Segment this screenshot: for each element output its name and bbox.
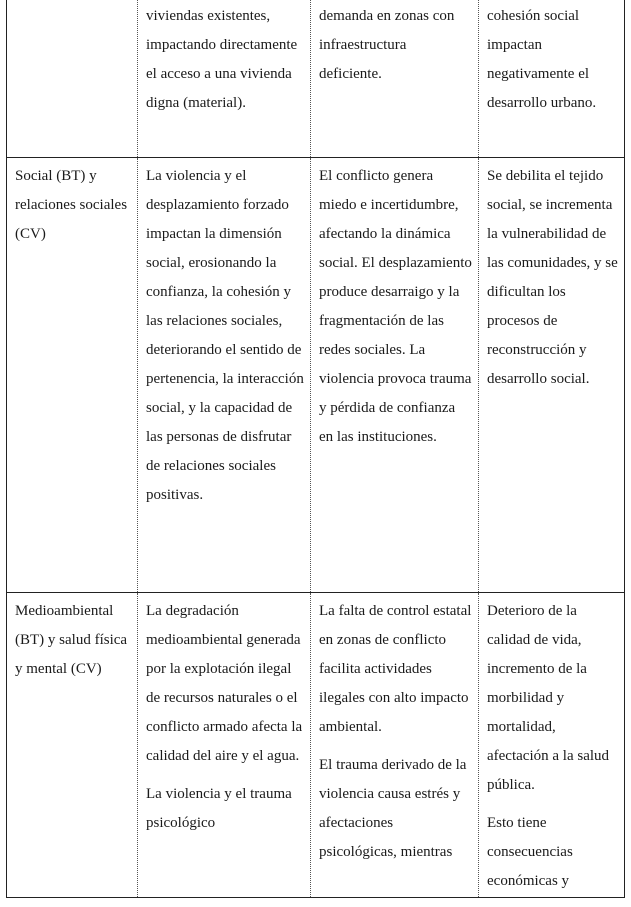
cell-paragraph: demanda en zonas con infraestructura deficiente. (319, 8, 455, 82)
cell-paragraph: La degradación medioambiental generada por la explotación ilegal de recursos naturales o el conflicto armado afecta la calidad del aire y el agua. (146, 603, 303, 764)
cell-paragraph: Se debilita el tejido social, se incrementa la vulnerabilidad de las comunidades, y se dificultan los procesos de reconstrucción y desarrollo social. (487, 168, 618, 387)
cell-paragraph: El trauma derivado de la violencia causa estrés y afectaciones psicológicas, mientras (319, 757, 467, 860)
cell-paragraph: viviendas existentes, impactando directamente el acceso a una vivienda digna (material). (146, 8, 298, 111)
dimension-cell (7, 593, 138, 898)
dimension-cell (7, 158, 138, 593)
dimension-label: Social (BT) y relaciones sociales (CV) (15, 168, 128, 242)
cell-paragraph: La violencia y el trauma psicológico (146, 786, 292, 831)
dimension-label: Medioambiental (BT) y salud física y mental (CV) (15, 603, 128, 677)
cell-paragraph: Deterioro de la calidad de vida, incremento de la morbilidad y mortalidad, afectación a la salud pública. (487, 603, 610, 793)
table-row (7, 593, 625, 898)
cell-paragraph: cohesión social impactan negativamente el desarrollo urbano. (487, 8, 597, 111)
cell-paragraph: La violencia y el desplazamiento forzado impactan la dimensión social, erosionando la confianza, la cohesión y las relaciones sociales, deteriorando el sentido de pertenencia, la interacción social, y la capacidad de las personas de disfrutar de relaciones sociales positivas. (146, 168, 304, 503)
impact-table (6, 0, 625, 898)
cell-paragraph: Esto tiene consecuencias económicas y (487, 815, 573, 889)
table-cell (479, 158, 625, 593)
table-cell (479, 0, 625, 158)
table-row (7, 0, 625, 158)
table-cell (138, 158, 311, 593)
table-cell (138, 593, 311, 898)
dimension-cell (7, 0, 138, 158)
table-cell (479, 593, 625, 898)
table-row (7, 158, 625, 593)
cell-paragraph: El conflicto genera miedo e incertidumbre, afectando la dinámica social. El desplazamiento produce desarraigo y la fragmentación de las redes sociales. La violencia provoca trauma y pérdida de confianza en las instituciones. (319, 168, 472, 445)
cell-paragraph: La falta de control estatal en zonas de conflicto facilita actividades ilegales con alto impacto ambiental. (319, 603, 472, 735)
table-cell (311, 593, 479, 898)
table-cell (311, 158, 479, 593)
table-cell (311, 0, 479, 158)
table-cell (138, 0, 311, 158)
